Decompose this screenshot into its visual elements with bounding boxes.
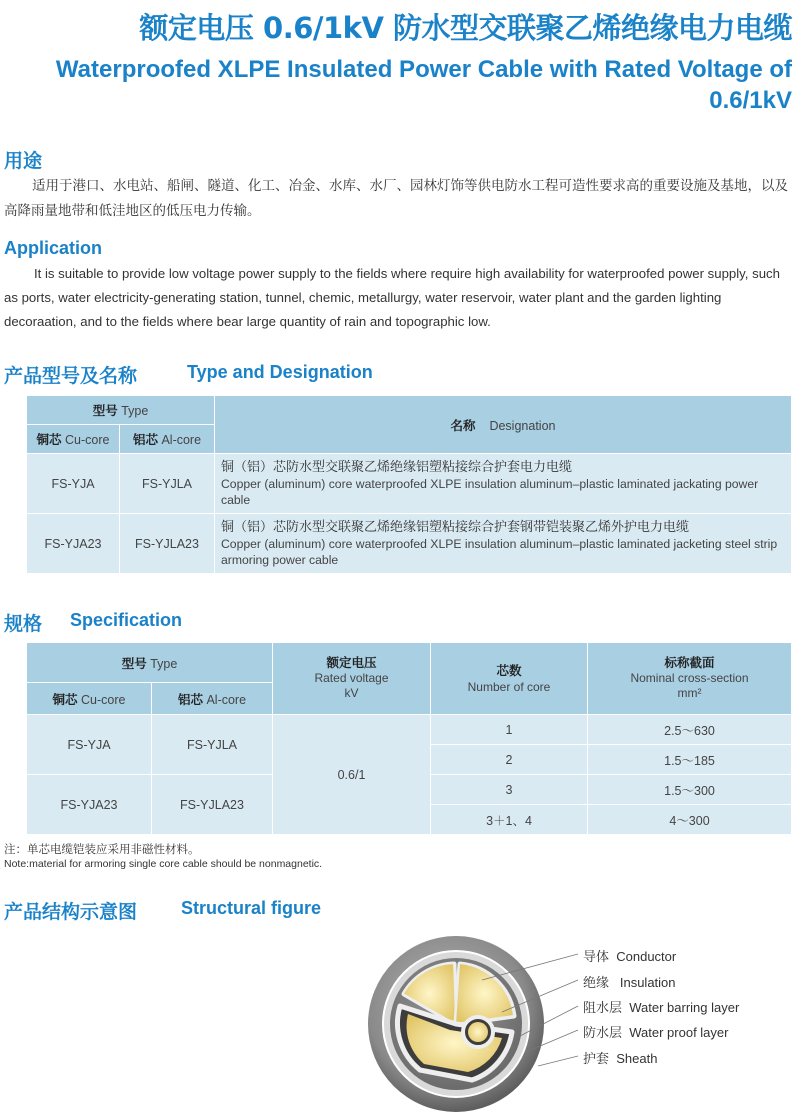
spec-cu-type-cell: FS-YJA bbox=[27, 715, 152, 775]
cores-header: 芯数 Number of core bbox=[431, 643, 588, 715]
application-heading: Application bbox=[4, 238, 102, 258]
table-row bbox=[27, 715, 792, 745]
cu-core-header: 铜芯 Cu-core bbox=[27, 425, 120, 454]
spec-cu-type-cell: FS-YJA23 bbox=[27, 775, 152, 835]
spec-al-core-header: 铝芯 Al-core bbox=[152, 683, 273, 715]
spec-al-type-cell: FS-YJLA bbox=[152, 715, 273, 775]
cores-cell: 2 bbox=[431, 745, 588, 775]
label-conductor: 导体 Conductor bbox=[583, 949, 677, 964]
table-row bbox=[27, 454, 792, 514]
usage-text-cn: 适用于港口、水电站、船闸、隧道、化工、冶金、水库、水厂、园林灯饰等供电防水工程可造性要求高的重要设施及基地，以及高降雨量地带和低洼地区的低压电力传输。 bbox=[4, 178, 788, 219]
type-heading-en: Type and Designation bbox=[187, 362, 373, 382]
cores-cell: 3 bbox=[431, 775, 588, 805]
cu-type-cell: FS-YJA23 bbox=[27, 514, 120, 574]
cross-section-cell: 4～300 bbox=[588, 805, 792, 835]
spec-heading-en: Specification bbox=[70, 610, 183, 630]
type-heading-cn: 产品型号及名称 bbox=[4, 365, 138, 387]
label-water-proof-layer: 防水层 Water proof layer bbox=[583, 1025, 729, 1040]
label-insulation: 绝缘 Insulation bbox=[583, 975, 676, 990]
cross-section-header: 标称截面 Nominal cross-section mm² bbox=[588, 643, 792, 715]
specification-table bbox=[26, 642, 792, 835]
voltage-cell: 0.6/1 bbox=[273, 715, 431, 835]
spec-al-type-cell: FS-YJLA23 bbox=[152, 775, 273, 835]
label-water-barring-layer: 阻水层 Water barring layer bbox=[583, 1000, 740, 1015]
spec-note-en: Note:material for armoring single core cable should be nonmagnetic. bbox=[4, 858, 323, 870]
cross-section-cell: 2.5～630 bbox=[588, 715, 792, 745]
al-core-header: 铝芯 Al-core bbox=[120, 425, 215, 454]
page-title-en: Waterproofed XLPE Insulated Power Cable with Rated Voltage of 0.6/1kV bbox=[55, 56, 792, 114]
cu-type-cell: FS-YJA bbox=[27, 454, 120, 514]
type-designation-table bbox=[26, 395, 792, 574]
spec-heading-cn: 规格 bbox=[4, 613, 43, 635]
spec-note-cn: 注：单芯电缆铠装应采用非磁性材料。 bbox=[4, 842, 200, 856]
usage-heading-cn: 用途 bbox=[4, 150, 43, 172]
cross-section-cell: 1.5～185 bbox=[588, 745, 792, 775]
designation-cell: 铜（铝）芯防水型交联聚乙烯绝缘铝塑粘接综合护套电力电缆 Copper (aluminum) core waterproofed XLPE insulation aluminum–plastic laminated jackating power cable bbox=[215, 454, 792, 514]
al-type-cell: FS-YJLA bbox=[120, 454, 215, 514]
structure-heading-cn: 产品结构示意图 bbox=[4, 901, 138, 923]
type-header: 型号 Type bbox=[27, 396, 215, 425]
label-sheath: 护套 Sheath bbox=[583, 1051, 658, 1066]
cross-section-cell: 1.5～300 bbox=[588, 775, 792, 805]
designation-header: 名称 Designation bbox=[215, 396, 792, 454]
designation-cell: 铜（铝）芯防水型交联聚乙烯绝缘铝塑粘接综合护套钢带铠装聚乙烯外护电力电缆 Copper (aluminum) core waterproofed XLPE insulation aluminum–plastic laminated jacketing steel strip armoring power cable bbox=[215, 514, 792, 574]
spec-cu-core-header: 铜芯 Cu-core bbox=[27, 683, 152, 715]
page-title-cn: 额定电压 0.6/1kV 防水型交联聚乙烯绝缘电力电缆 bbox=[139, 11, 792, 45]
cores-cell: 3＋1、4 bbox=[431, 805, 588, 835]
structure-heading-en: Structural figure bbox=[181, 898, 322, 918]
cable-cross-section-figure bbox=[360, 920, 590, 1113]
cores-cell: 1 bbox=[431, 715, 588, 745]
spec-type-header: 型号 Type bbox=[27, 643, 273, 683]
voltage-header: 额定电压 Rated voltage kV bbox=[273, 643, 431, 715]
al-type-cell: FS-YJLA23 bbox=[120, 514, 215, 574]
table-row bbox=[27, 514, 792, 574]
application-text: It is suitable to provide low voltage power supply to the fields where require high availability for waterproofed power supply, such as ports, water electricity-generating station, tunnel, chemic, metallurgy, water reservoir, water plant and the garden lighting decoraation, and to the fields where bear large quantity of rain and topographic low. bbox=[4, 266, 780, 329]
